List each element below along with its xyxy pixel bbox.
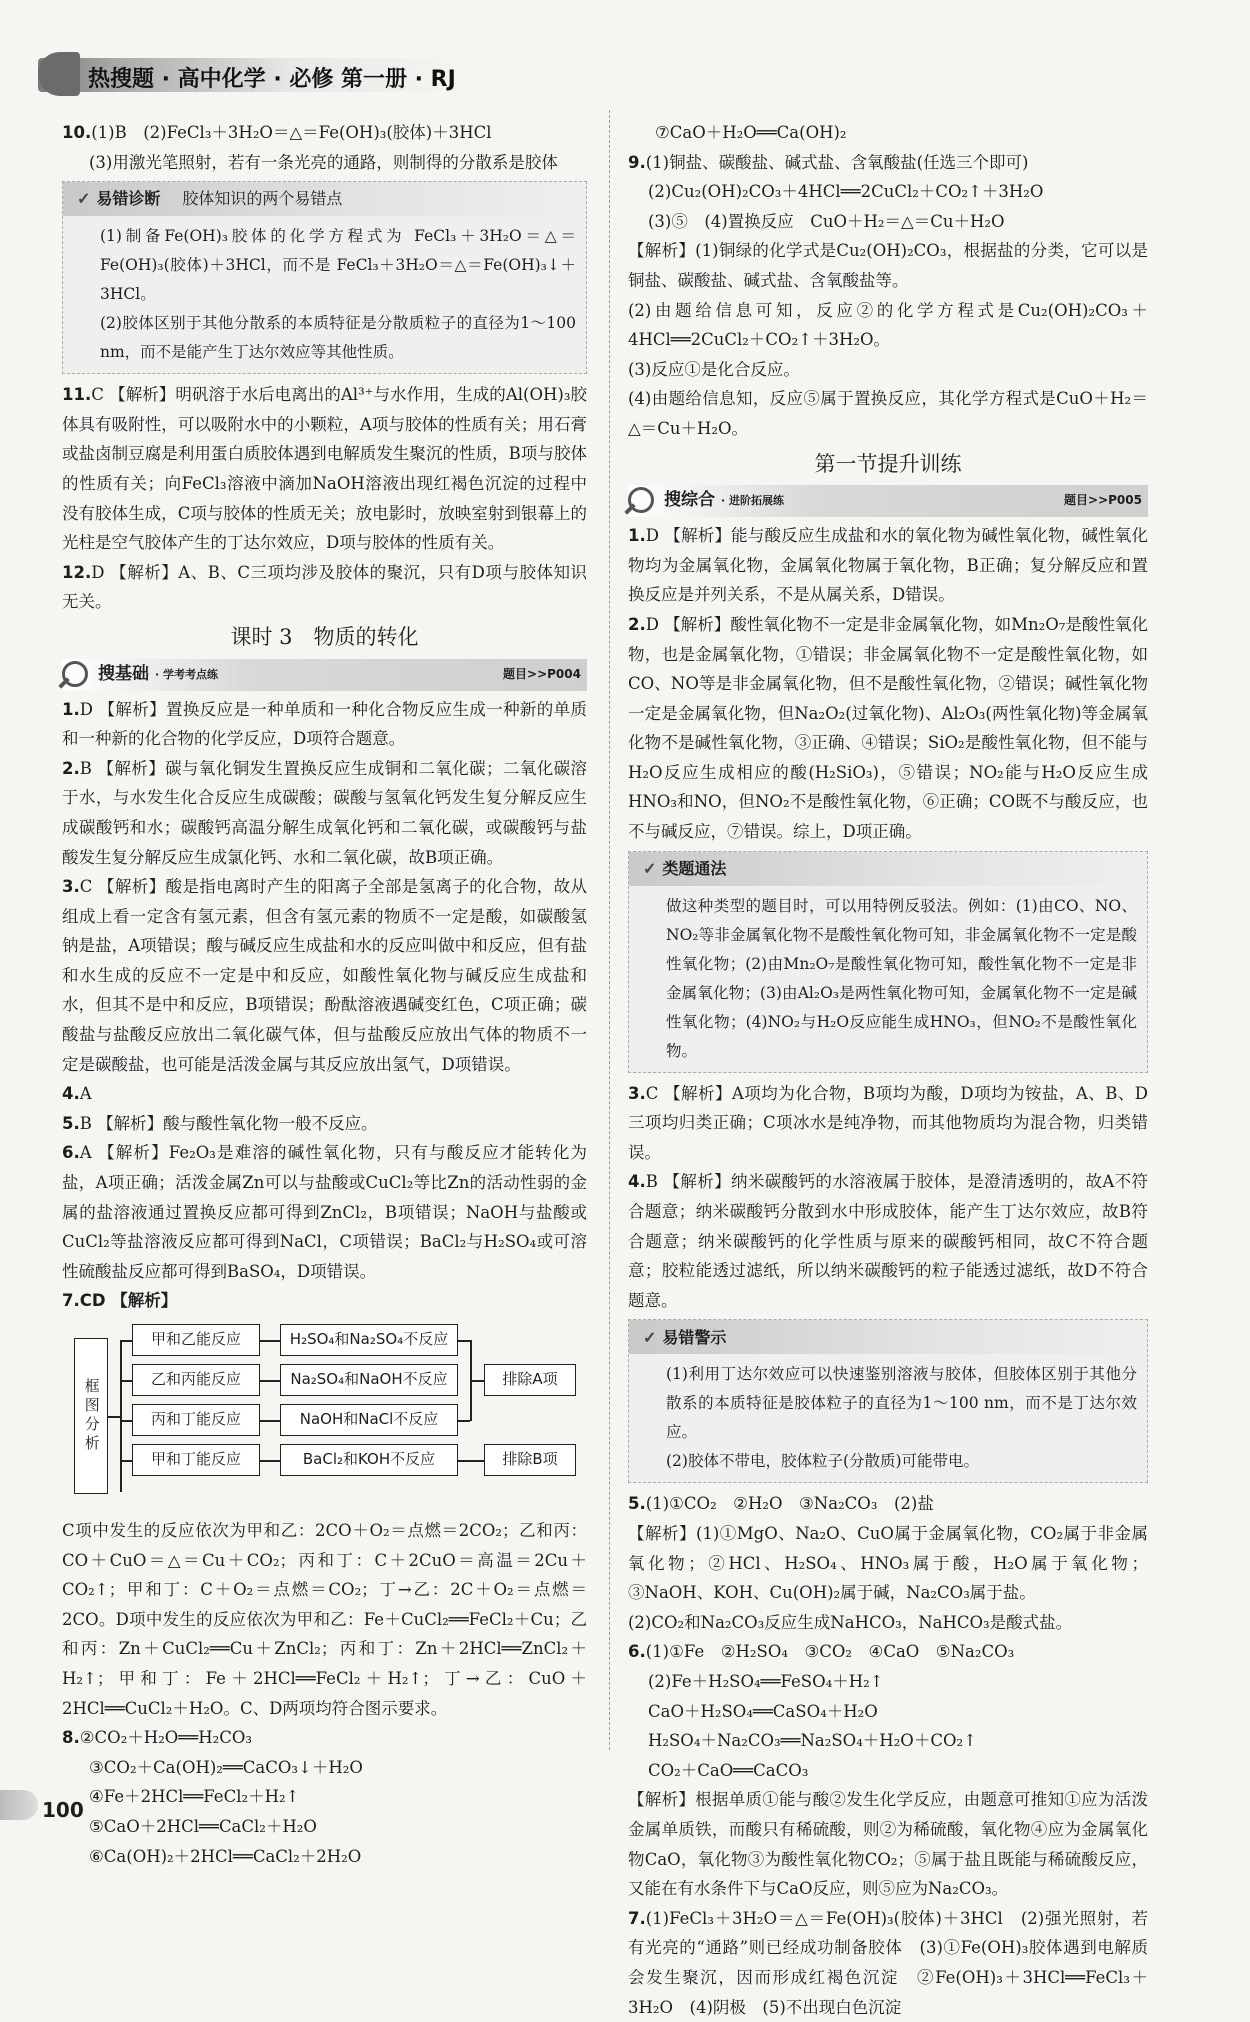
rq3: 3.C 【解析】A项均为化合物，B项均为酸，D项均为铵盐，A、B、D三项均归类正确；C项冰水是纯净物，而其他物质均为混合物，归类错误。	[628, 1083, 1148, 1162]
check-icon: ✓	[77, 189, 91, 209]
tip-box-header	[629, 852, 1147, 886]
section-sub: · 学考考点练	[155, 667, 219, 681]
lq8-line: ④Fe＋2HCl══FeCl₂＋H₂↑	[89, 1787, 300, 1807]
section-sub: · 进阶拓展练	[721, 494, 785, 508]
rq6-line: CaO＋H₂SO₄══CaSO₄＋H₂O	[648, 1701, 878, 1721]
section-ref: 题目>>P004	[503, 666, 581, 681]
lq8-line: ③CO₂＋Ca(OH)₂══CaCO₃↓＋H₂O	[89, 1757, 363, 1777]
lq1: 1.D 【解析】置换反应是一种单质和一种化合物反应生成一种新的单质和一种新的化合物的化学反应，D项符合题意。	[62, 699, 587, 749]
diagram-result-3: NaOH和NaCl不反应	[280, 1404, 458, 1436]
tip-p1: 做这种类型的题目时，可以用特例反驳法。例如：(1)由CO、NO、NO₂等非金属氧化物不是酸性氧化物可知，非金属氧化物不一定是酸性氧化物；(2)由Mn₂O₇是酸性氧化物可知，酸性氧化物不一定是非金属氧化物；(3)由Al₂O₃是两性氧化物可知，金属氧化物不一定是碱性氧化物；(4)NO₂与H₂O反应能生成HNO₃，但NO₂不是酸性氧化物。	[666, 896, 1137, 1060]
rq4: 4.B 【解析】纳米碳酸钙的水溶液属于胶体，是澄清透明的，故A不符合题意；纳米碳酸钙分散到水中形成胶体，能产生丁达尔效应，故B符合题意；纳米碳酸钙的化学性质与原来的碳酸钙相同，故C不符合题意；胶粒能透过滤纸，所以纳米碳酸钙的粒子能透过滤纸，故D不符合题意。	[628, 1172, 1148, 1310]
lq8-line: ⑤CaO＋2HCl══CaCl₂＋H₂O	[89, 1816, 317, 1836]
column-divider	[609, 110, 610, 1750]
rq9-line: (2)Cu₂(OH)₂CO₃＋4HCl══2CuCl₂＋CO₂↑＋3H₂O	[648, 182, 1044, 202]
rq9-a2: (2)由题给信息可知，反应②的化学方程式是Cu₂(OH)₂CO₃＋4HCl══2CuCl₂＋CO₂↑＋3H₂O。	[628, 300, 1148, 350]
q10: 10.(1)B (2)FeCl₃＋3H₂O＝△＝Fe(OH)₃(胶体)＋3HCl	[62, 123, 492, 142]
left-column	[62, 118, 587, 1871]
tip-box-method	[628, 851, 1148, 1073]
footer-decoration	[0, 1790, 38, 1820]
diagram-root: 框图分析	[74, 1338, 108, 1494]
right-column	[628, 118, 1148, 2022]
rq9-analysis: 【解析】(1)铜绿的化学式是Cu₂(OH)₂CO₃，根据盐的分类，它可以是铜盐、碳酸盐、碱式盐、含氧酸盐等。	[628, 241, 1148, 290]
diagram-cond-4: 甲和丁能反应	[132, 1444, 260, 1476]
tip-box-errors	[62, 181, 587, 374]
tip-box-header	[63, 182, 586, 216]
tip-p2: (2)胶体不带电，胶体粒子(分散质)可能带电。	[666, 1452, 980, 1471]
section-ref: 题目>>P005	[1064, 493, 1142, 508]
rq6-line: (2)Fe＋H₂SO₄══FeSO₄＋H₂↑	[648, 1671, 884, 1691]
rq6-analysis: 【解析】根据单质①能与酸②发生化学反应，由题意可推知①应为活泼金属单质铁，而酸只有稀硫酸，则②为稀硫酸，氧化物④应为金属氧化物CaO，氧化物③为酸性氧化物CO₂；⑤属于盐且既能与稀硫酸反应，又能在有水条件下与CaO反应，则⑤应为Na₂CO₃。	[628, 1790, 1148, 1899]
lq6: 6.A 【解析】Fe₂O₃是难溶的碱性氧化物，只有与酸反应才能转化为盐，A项正确；活泼金属Zn可以与盐酸或CuCl₂等比Zn的活动性弱的金属的盐溶液通过置换反应都可得到ZnCl₂，B项错误；NaOH与盐酸或CuCl₂等盐溶液反应都可得到NaCl，C项错误；BaCl₂与H₂SO₄或可溶性硫酸盐反应都可得到BaSO₄，D项错误。	[62, 1143, 587, 1281]
page-header	[38, 52, 463, 96]
rq6-line: CO₂＋CaO══CaCO₃	[648, 1760, 809, 1780]
lq5: 5.B 【解析】酸与酸性氧化物一般不反应。	[62, 1113, 378, 1133]
section-comprehensive	[628, 485, 1148, 517]
lq8: 8.②CO₂＋H₂O══H₂CO₃	[62, 1728, 252, 1748]
lesson-title: 课时 3 物质的转化	[230, 624, 419, 649]
diagram-cond-2: 乙和丙能反应	[132, 1364, 260, 1396]
rq7: 7.(1)FeCl₃＋3H₂O＝△＝Fe(OH)₃(胶体)＋3HCl (2)强光照射，若有光亮的“通路”则已经成功制备胶体 (3)①Fe(OH)₃胶体遇到电解质会发生聚沉，因而形成红褐色沉淀 ②Fe(OH)₃＋3HCl══FeCl₃＋3H₂O (4)阴极 (5)不出现白色沉淀	[628, 1908, 1148, 2017]
tip-p2: (2)胶体区别于其他分散系的本质特征是分散质粒子的直径为1～100 nm，而不是能产生丁达尔效应等其他性质。	[100, 314, 576, 362]
page-number: 100	[42, 1798, 84, 1822]
section-name: 搜基础	[98, 663, 149, 684]
diagram-exclude-b: 排除B项	[484, 1444, 576, 1476]
tip-tag: 类题通法	[662, 858, 727, 878]
flow-diagram	[62, 1320, 587, 1512]
tip-box-header	[629, 1320, 1147, 1354]
rq5-a2: (2)CO₂和Na₂CO₃反应生成NaHCO₃，NaHCO₃是酸式盐。	[628, 1612, 1073, 1632]
diagram-result-4: BaCl₂和KOH不反应	[280, 1444, 458, 1476]
rq5-analysis: 【解析】(1)①MgO、Na₂O、CuO属于金属氧化物，CO₂属于非金属氧化物；②HCl、H₂SO₄、HNO₃属于酸，H₂O属于氧化物；③NaOH、KOH、Cu(OH)₂属于碱，Na₂CO₃属于盐。	[628, 1524, 1148, 1603]
rq5: 5.(1)①CO₂ ②H₂O ③Na₂CO₃ (2)盐	[628, 1494, 934, 1514]
check-icon: ✓	[643, 858, 657, 878]
q7-detail: C项中发生的反应依次为甲和乙：2CO＋O₂＝点燃＝2CO₂；乙和丙：CO＋CuO＝△＝Cu＋CO₂；丙和丁：C＋2CuO＝高温＝2Cu＋CO₂↑；甲和丁：C＋O₂＝点燃＝CO₂；丁→乙：2C＋O₂＝点燃＝2CO。D项中发生的反应依次为甲和乙：Fe＋CuCl₂══FeCl₂＋Cu；乙和丙：Zn＋CuCl₂══Cu＋ZnCl₂；丙和丁：Zn＋2HCl══ZnCl₂＋H₂↑；甲和丁：Fe＋2HCl══FeCl₂＋H₂↑；丁→乙：CuO＋2HCl══CuCl₂＋H₂O。C、D两项均符合图示要求。	[62, 1521, 587, 1718]
rq1: 1.D 【解析】能与酸反应生成盐和水的氧化物为碱性氧化物，碱性氧化物均为金属氧化物，金属氧化物属于氧化物，B正确；复分解反应和置换反应是并列关系，不是从属关系，D错误。	[628, 526, 1148, 605]
lq8-line: ⑥Ca(OH)₂＋2HCl══CaCl₂＋2H₂O	[89, 1846, 362, 1866]
tip-p1: (1)利用丁达尔效应可以快速鉴别溶液与胶体，但胶体区别于其他分散系的本质特征是胶体粒子的直径为1～100 nm，而不是丁达尔效应。	[666, 1365, 1137, 1442]
q8-cont: ⑦CaO＋H₂O══Ca(OH)₂	[655, 123, 847, 142]
check-icon: ✓	[643, 1327, 657, 1347]
tip-title: 胶体知识的两个易错点	[182, 189, 343, 209]
rq2: 2.D 【解析】酸性氧化物不一定是非金属氧化物，如Mn₂O₇是酸性氧化物，也是金属氧化物，①错误；非金属氧化物不一定是酸性氧化物，如CO、NO等是非金属氧化物，但不是酸性氧化物，②错误；碱性氧化物一定是金属氧化物，但Na₂O₂(过氧化物)、Al₂O₃(两性氧化物)等金属氧化物不是碱性氧化物，③正确、④错误；SiO₂是酸性氧化物，但不能与H₂O反应生成相应的酸(H₂SiO₃)，⑤错误；NO₂能与H₂O反应生成HNO₃和NO，但NO₂不是酸性氧化物，⑥正确；CO既不与酸反应，也不与碱反应，⑦错误。综上，D项正确。	[628, 614, 1148, 842]
rq9-line: (3)⑤ (4)置换反应 CuO＋H₂＝△＝Cu＋H₂O	[648, 211, 1005, 231]
rq9-a3: (3)反应①是化合反应。	[628, 359, 800, 379]
diagram-result-1: H₂SO₄和Na₂SO₄不反应	[280, 1324, 458, 1356]
lq3: 3.C 【解析】酸是指电离时产生的阳离子全部是氢离子的化合物，故从组成上看一定含有氢元素，但含有氢元素的物质不一定是酸，如碳酸氢钠是盐，A项错误；酸与碱反应生成盐和水的反应叫做中和反应，但有盐和水生成的反应不一定是中和反应，如酸性氧化物与碱反应生成盐和水，但其不是中和反应，B项错误；酚酞溶液遇碱变红色，C项正确；碳酸盐与盐酸反应放出二氧化碳气体，但与盐酸反应放出气体的物质不一定是碳酸盐，也可能是活泼金属与其反应放出氢气，D项错误。	[62, 877, 587, 1074]
q12: 12.D 【解析】A、B、C三项均涉及胶体的聚沉，只有D项与胶体知识无关。	[62, 562, 587, 612]
section-title: 第一节提升训练	[814, 451, 962, 476]
logo-swirl-icon	[38, 52, 80, 96]
section-basic	[62, 659, 587, 691]
lq4: 4.A	[62, 1084, 92, 1104]
header-title: 热搜题 · 高中化学 · 必修 第一册 · RJ	[88, 67, 456, 92]
tip-box-warning	[628, 1319, 1148, 1483]
diagram-cond-3: 丙和丁能反应	[132, 1404, 260, 1436]
diagram-cond-1: 甲和乙能反应	[132, 1324, 260, 1356]
tip-tag: 易错诊断	[96, 189, 161, 209]
rq6: 6.(1)①Fe ②H₂SO₄ ③CO₂ ④CaO ⑤Na₂CO₃	[628, 1642, 1015, 1662]
rq9: 9.(1)铜盐、碳酸盐、碱式盐、含氧酸盐(任选三个即可)	[628, 152, 1029, 172]
lq7: 7.CD 【解析】	[62, 1291, 178, 1311]
tip-tag: 易错警示	[662, 1327, 727, 1347]
rq6-line: H₂SO₄＋Na₂CO₃══Na₂SO₄＋H₂O＋CO₂↑	[648, 1731, 977, 1751]
q11: 11.C 【解析】明矾溶于水后电离出的Al³⁺与水作用，生成的Al(OH)₃胶体具有吸附性，可以吸附水中的小颗粒，A项与胶体的性质有关；用石膏或盐卤制豆腐是利用蛋白质胶体遇到电解质发生聚沉的性质，B项与胶体的性质有关；向FeCl₃溶液中滴加NaOH溶液出现红褐色沉淀的过程中没有胶体生成，C项与胶体的性质无关；放电影时，放映室射到银幕上的光柱是空气胶体产生的丁达尔效应，D项与胶体的性质有关。	[62, 385, 587, 553]
section-name: 搜综合	[664, 490, 715, 511]
tip-p1: (1)制备Fe(OH)₃胶体的化学方程式为 FeCl₃＋3H₂O＝△＝Fe(OH)₃(胶体)＋3HCl，而不是 FeCl₃＋3H₂O＝△＝Fe(OH)₃↓＋3HCl。	[100, 227, 576, 304]
diagram-result-2: Na₂SO₄和NaOH不反应	[280, 1364, 458, 1396]
rq9-a4: (4)由题给信息知，反应⑤属于置换反应，其化学方程式是CuO＋H₂＝△＝Cu＋H₂O。	[628, 389, 1148, 438]
diagram-exclude-a: 排除A项	[484, 1364, 576, 1396]
lq2: 2.B 【解析】碳与氧化铜发生置换反应生成铜和二氧化碳；二氧化碳溶于水，与水发生化合反应生成碳酸；碳酸与氢氧化钙发生复分解反应生成碳酸钙和水；碳酸钙高温分解生成氧化钙和二氧化碳，或碳酸钙与盐酸发生复分解反应生成氯化钙、水和二氧化碳，故B项正确。	[62, 758, 587, 867]
q10-line2: (3)用激光笔照射，若有一条光亮的通路，则制得的分散系是胶体	[89, 152, 558, 172]
